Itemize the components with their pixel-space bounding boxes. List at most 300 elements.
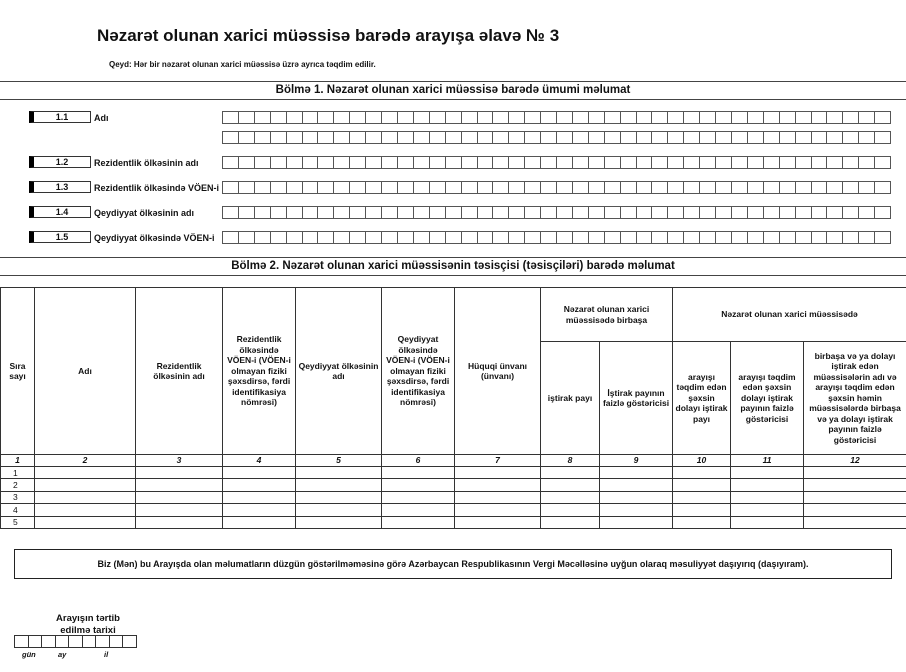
char-cell[interactable] (748, 131, 764, 144)
char-cell[interactable] (525, 111, 541, 124)
char-cell[interactable] (478, 131, 494, 144)
table-cell[interactable] (731, 504, 804, 516)
table-cell[interactable] (35, 504, 136, 516)
char-cell[interactable] (812, 111, 828, 124)
char-cell[interactable] (652, 206, 668, 219)
char-cell[interactable] (621, 131, 637, 144)
char-cell[interactable] (875, 231, 891, 244)
char-cell[interactable] (541, 181, 557, 194)
registration-country-cells[interactable] (222, 206, 891, 219)
char-cell[interactable] (812, 181, 828, 194)
char-cell[interactable] (462, 156, 478, 169)
char-cell[interactable] (780, 231, 796, 244)
char-cell[interactable] (605, 206, 621, 219)
char-cell[interactable] (796, 231, 812, 244)
table-cell[interactable] (541, 467, 600, 479)
registration-voen-cells[interactable] (222, 231, 891, 244)
char-cell[interactable] (859, 156, 875, 169)
char-cell[interactable] (223, 111, 239, 124)
char-cell[interactable] (493, 231, 509, 244)
table-cell[interactable] (455, 479, 541, 491)
char-cell[interactable] (493, 131, 509, 144)
table-cell[interactable] (731, 479, 804, 491)
char-cell[interactable] (430, 111, 446, 124)
char-cell[interactable] (462, 131, 478, 144)
char-cell[interactable] (509, 131, 525, 144)
char-cell[interactable] (350, 181, 366, 194)
table-cell[interactable] (731, 491, 804, 503)
char-cell[interactable] (303, 206, 319, 219)
char-cell[interactable] (366, 231, 382, 244)
char-cell[interactable] (573, 206, 589, 219)
table-cell[interactable] (296, 516, 382, 528)
char-cell[interactable] (287, 231, 303, 244)
char-cell[interactable] (462, 181, 478, 194)
table-cell[interactable] (600, 516, 673, 528)
char-cell[interactable] (827, 131, 843, 144)
table-cell[interactable] (296, 491, 382, 503)
char-cell[interactable] (223, 231, 239, 244)
char-cell[interactable] (271, 156, 287, 169)
char-cell[interactable] (303, 131, 319, 144)
char-cell[interactable] (541, 131, 557, 144)
char-cell[interactable] (525, 156, 541, 169)
char-cell[interactable] (525, 231, 541, 244)
char-cell[interactable] (652, 231, 668, 244)
table-cell[interactable] (455, 504, 541, 516)
char-cell[interactable] (414, 156, 430, 169)
char-cell[interactable] (732, 181, 748, 194)
char-cell[interactable] (859, 131, 875, 144)
table-cell[interactable] (541, 504, 600, 516)
char-cell[interactable] (318, 111, 334, 124)
char-cell[interactable] (652, 131, 668, 144)
char-cell[interactable] (318, 131, 334, 144)
date-char-cell[interactable] (56, 635, 70, 648)
char-cell[interactable] (318, 181, 334, 194)
char-cell[interactable] (478, 231, 494, 244)
char-cell[interactable] (239, 156, 255, 169)
char-cell[interactable] (478, 206, 494, 219)
name-cells-line2[interactable] (222, 131, 891, 144)
table-cell[interactable] (136, 467, 223, 479)
char-cell[interactable] (287, 156, 303, 169)
char-cell[interactable] (350, 156, 366, 169)
char-cell[interactable] (525, 206, 541, 219)
table-cell[interactable] (223, 491, 296, 503)
char-cell[interactable] (541, 111, 557, 124)
char-cell[interactable] (478, 111, 494, 124)
char-cell[interactable] (446, 111, 462, 124)
char-cell[interactable] (334, 181, 350, 194)
char-cell[interactable] (414, 181, 430, 194)
table-cell[interactable] (223, 479, 296, 491)
char-cell[interactable] (605, 231, 621, 244)
char-cell[interactable] (255, 111, 271, 124)
char-cell[interactable] (334, 231, 350, 244)
char-cell[interactable] (764, 111, 780, 124)
table-cell[interactable] (296, 504, 382, 516)
char-cell[interactable] (573, 156, 589, 169)
char-cell[interactable] (557, 156, 573, 169)
date-cells[interactable] (14, 635, 137, 648)
char-cell[interactable] (414, 111, 430, 124)
table-cell[interactable] (223, 504, 296, 516)
char-cell[interactable] (637, 156, 653, 169)
table-cell[interactable] (455, 467, 541, 479)
residence-voen-cells[interactable] (222, 181, 891, 194)
char-cell[interactable] (764, 131, 780, 144)
char-cell[interactable] (366, 131, 382, 144)
char-cell[interactable] (350, 231, 366, 244)
char-cell[interactable] (223, 181, 239, 194)
char-cell[interactable] (812, 231, 828, 244)
char-cell[interactable] (684, 206, 700, 219)
name-cells-line1[interactable] (222, 111, 891, 124)
char-cell[interactable] (430, 206, 446, 219)
char-cell[interactable] (366, 156, 382, 169)
char-cell[interactable] (239, 206, 255, 219)
date-char-cell[interactable] (15, 635, 29, 648)
char-cell[interactable] (541, 206, 557, 219)
char-cell[interactable] (271, 131, 287, 144)
char-cell[interactable] (780, 111, 796, 124)
char-cell[interactable] (764, 156, 780, 169)
char-cell[interactable] (700, 131, 716, 144)
char-cell[interactable] (589, 206, 605, 219)
char-cell[interactable] (716, 131, 732, 144)
char-cell[interactable] (255, 206, 271, 219)
date-char-cell[interactable] (123, 635, 137, 648)
table-cell[interactable] (804, 504, 906, 516)
char-cell[interactable] (318, 231, 334, 244)
char-cell[interactable] (700, 181, 716, 194)
char-cell[interactable] (223, 156, 239, 169)
char-cell[interactable] (366, 206, 382, 219)
char-cell[interactable] (462, 206, 478, 219)
char-cell[interactable] (303, 156, 319, 169)
char-cell[interactable] (748, 206, 764, 219)
table-cell[interactable] (804, 467, 906, 479)
table-cell[interactable] (223, 516, 296, 528)
char-cell[interactable] (366, 111, 382, 124)
char-cell[interactable] (271, 231, 287, 244)
char-cell[interactable] (493, 181, 509, 194)
char-cell[interactable] (525, 131, 541, 144)
char-cell[interactable] (875, 206, 891, 219)
char-cell[interactable] (334, 206, 350, 219)
char-cell[interactable] (318, 206, 334, 219)
char-cell[interactable] (509, 181, 525, 194)
char-cell[interactable] (557, 131, 573, 144)
char-cell[interactable] (382, 131, 398, 144)
char-cell[interactable] (350, 206, 366, 219)
char-cell[interactable] (398, 111, 414, 124)
char-cell[interactable] (462, 231, 478, 244)
table-cell[interactable] (541, 479, 600, 491)
char-cell[interactable] (398, 231, 414, 244)
char-cell[interactable] (589, 231, 605, 244)
char-cell[interactable] (716, 206, 732, 219)
char-cell[interactable] (796, 111, 812, 124)
residence-country-cells[interactable] (222, 156, 891, 169)
char-cell[interactable] (796, 181, 812, 194)
char-cell[interactable] (478, 181, 494, 194)
table-cell[interactable] (382, 467, 455, 479)
char-cell[interactable] (239, 181, 255, 194)
char-cell[interactable] (780, 156, 796, 169)
table-cell[interactable] (731, 516, 804, 528)
char-cell[interactable] (843, 231, 859, 244)
char-cell[interactable] (621, 231, 637, 244)
table-cell[interactable] (600, 479, 673, 491)
char-cell[interactable] (398, 206, 414, 219)
table-cell[interactable] (382, 479, 455, 491)
char-cell[interactable] (303, 111, 319, 124)
char-cell[interactable] (398, 181, 414, 194)
char-cell[interactable] (732, 231, 748, 244)
char-cell[interactable] (334, 111, 350, 124)
char-cell[interactable] (764, 181, 780, 194)
char-cell[interactable] (223, 206, 239, 219)
char-cell[interactable] (255, 156, 271, 169)
table-cell[interactable] (136, 479, 223, 491)
char-cell[interactable] (414, 231, 430, 244)
char-cell[interactable] (652, 111, 668, 124)
table-cell[interactable] (136, 504, 223, 516)
char-cell[interactable] (652, 181, 668, 194)
date-char-cell[interactable] (69, 635, 83, 648)
char-cell[interactable] (382, 181, 398, 194)
char-cell[interactable] (573, 131, 589, 144)
char-cell[interactable] (716, 111, 732, 124)
char-cell[interactable] (239, 111, 255, 124)
char-cell[interactable] (875, 181, 891, 194)
char-cell[interactable] (446, 206, 462, 219)
table-cell[interactable] (673, 467, 731, 479)
char-cell[interactable] (748, 181, 764, 194)
char-cell[interactable] (732, 206, 748, 219)
char-cell[interactable] (859, 111, 875, 124)
char-cell[interactable] (748, 231, 764, 244)
char-cell[interactable] (875, 131, 891, 144)
table-cell[interactable] (455, 516, 541, 528)
table-cell[interactable] (136, 516, 223, 528)
char-cell[interactable] (255, 231, 271, 244)
char-cell[interactable] (303, 181, 319, 194)
char-cell[interactable] (716, 156, 732, 169)
char-cell[interactable] (605, 111, 621, 124)
table-cell[interactable] (731, 467, 804, 479)
table-cell[interactable] (673, 516, 731, 528)
char-cell[interactable] (318, 156, 334, 169)
table-cell[interactable] (673, 491, 731, 503)
char-cell[interactable] (621, 206, 637, 219)
char-cell[interactable] (668, 181, 684, 194)
table-cell[interactable] (455, 491, 541, 503)
char-cell[interactable] (812, 131, 828, 144)
char-cell[interactable] (398, 131, 414, 144)
char-cell[interactable] (350, 131, 366, 144)
table-cell[interactable] (600, 467, 673, 479)
char-cell[interactable] (748, 156, 764, 169)
char-cell[interactable] (637, 231, 653, 244)
char-cell[interactable] (350, 111, 366, 124)
char-cell[interactable] (700, 111, 716, 124)
char-cell[interactable] (414, 206, 430, 219)
char-cell[interactable] (796, 206, 812, 219)
char-cell[interactable] (303, 231, 319, 244)
char-cell[interactable] (589, 131, 605, 144)
char-cell[interactable] (827, 231, 843, 244)
date-char-cell[interactable] (110, 635, 124, 648)
char-cell[interactable] (668, 111, 684, 124)
char-cell[interactable] (859, 231, 875, 244)
char-cell[interactable] (255, 131, 271, 144)
char-cell[interactable] (589, 111, 605, 124)
char-cell[interactable] (589, 181, 605, 194)
table-cell[interactable] (382, 491, 455, 503)
char-cell[interactable] (843, 111, 859, 124)
char-cell[interactable] (668, 206, 684, 219)
char-cell[interactable] (827, 206, 843, 219)
char-cell[interactable] (287, 131, 303, 144)
char-cell[interactable] (525, 181, 541, 194)
char-cell[interactable] (271, 206, 287, 219)
char-cell[interactable] (637, 111, 653, 124)
char-cell[interactable] (382, 156, 398, 169)
char-cell[interactable] (366, 181, 382, 194)
char-cell[interactable] (668, 131, 684, 144)
char-cell[interactable] (509, 231, 525, 244)
table-cell[interactable] (673, 479, 731, 491)
char-cell[interactable] (812, 206, 828, 219)
char-cell[interactable] (843, 131, 859, 144)
char-cell[interactable] (875, 111, 891, 124)
char-cell[interactable] (462, 111, 478, 124)
char-cell[interactable] (334, 131, 350, 144)
char-cell[interactable] (382, 231, 398, 244)
char-cell[interactable] (239, 131, 255, 144)
char-cell[interactable] (430, 131, 446, 144)
char-cell[interactable] (446, 156, 462, 169)
table-cell[interactable] (35, 491, 136, 503)
char-cell[interactable] (557, 206, 573, 219)
char-cell[interactable] (637, 131, 653, 144)
char-cell[interactable] (446, 181, 462, 194)
table-cell[interactable] (35, 467, 136, 479)
char-cell[interactable] (557, 111, 573, 124)
table-cell[interactable] (35, 479, 136, 491)
char-cell[interactable] (430, 181, 446, 194)
char-cell[interactable] (493, 206, 509, 219)
table-cell[interactable] (804, 516, 906, 528)
char-cell[interactable] (557, 231, 573, 244)
char-cell[interactable] (573, 181, 589, 194)
char-cell[interactable] (780, 181, 796, 194)
char-cell[interactable] (478, 156, 494, 169)
char-cell[interactable] (764, 206, 780, 219)
char-cell[interactable] (398, 156, 414, 169)
char-cell[interactable] (684, 181, 700, 194)
table-cell[interactable] (296, 479, 382, 491)
char-cell[interactable] (637, 181, 653, 194)
char-cell[interactable] (796, 156, 812, 169)
char-cell[interactable] (684, 156, 700, 169)
table-cell[interactable] (541, 516, 600, 528)
table-cell[interactable] (541, 491, 600, 503)
char-cell[interactable] (605, 181, 621, 194)
char-cell[interactable] (287, 181, 303, 194)
char-cell[interactable] (493, 156, 509, 169)
char-cell[interactable] (700, 231, 716, 244)
table-cell[interactable] (804, 491, 906, 503)
char-cell[interactable] (493, 111, 509, 124)
char-cell[interactable] (827, 156, 843, 169)
char-cell[interactable] (732, 111, 748, 124)
char-cell[interactable] (875, 156, 891, 169)
char-cell[interactable] (509, 156, 525, 169)
char-cell[interactable] (621, 111, 637, 124)
char-cell[interactable] (382, 206, 398, 219)
char-cell[interactable] (843, 181, 859, 194)
char-cell[interactable] (509, 111, 525, 124)
char-cell[interactable] (589, 156, 605, 169)
date-char-cell[interactable] (96, 635, 110, 648)
table-cell[interactable] (382, 504, 455, 516)
char-cell[interactable] (414, 131, 430, 144)
char-cell[interactable] (287, 111, 303, 124)
char-cell[interactable] (748, 111, 764, 124)
char-cell[interactable] (509, 206, 525, 219)
table-cell[interactable] (296, 467, 382, 479)
char-cell[interactable] (796, 131, 812, 144)
char-cell[interactable] (271, 111, 287, 124)
char-cell[interactable] (446, 231, 462, 244)
table-cell[interactable] (35, 516, 136, 528)
char-cell[interactable] (716, 231, 732, 244)
date-char-cell[interactable] (83, 635, 97, 648)
table-cell[interactable] (382, 516, 455, 528)
char-cell[interactable] (621, 156, 637, 169)
char-cell[interactable] (446, 131, 462, 144)
char-cell[interactable] (827, 111, 843, 124)
char-cell[interactable] (843, 156, 859, 169)
char-cell[interactable] (684, 231, 700, 244)
char-cell[interactable] (239, 231, 255, 244)
table-cell[interactable] (673, 504, 731, 516)
char-cell[interactable] (430, 156, 446, 169)
char-cell[interactable] (668, 156, 684, 169)
char-cell[interactable] (541, 156, 557, 169)
char-cell[interactable] (859, 206, 875, 219)
char-cell[interactable] (780, 131, 796, 144)
char-cell[interactable] (287, 206, 303, 219)
char-cell[interactable] (684, 111, 700, 124)
char-cell[interactable] (700, 206, 716, 219)
char-cell[interactable] (827, 181, 843, 194)
char-cell[interactable] (716, 181, 732, 194)
char-cell[interactable] (557, 181, 573, 194)
date-char-cell[interactable] (42, 635, 56, 648)
char-cell[interactable] (652, 156, 668, 169)
char-cell[interactable] (573, 231, 589, 244)
char-cell[interactable] (843, 206, 859, 219)
table-cell[interactable] (600, 504, 673, 516)
char-cell[interactable] (605, 156, 621, 169)
table-cell[interactable] (804, 479, 906, 491)
char-cell[interactable] (780, 206, 796, 219)
